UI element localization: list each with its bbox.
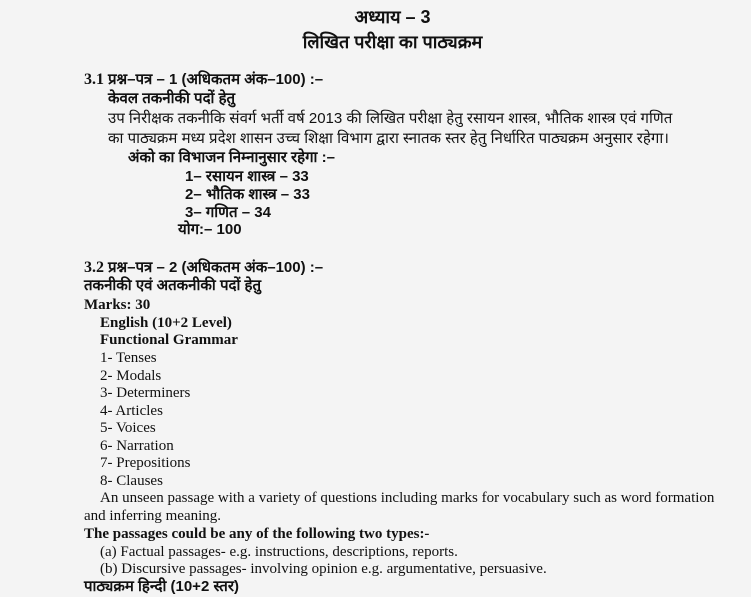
grammar-heading: Functional Grammar xyxy=(100,332,238,348)
unseen-passage-line: An unseen passage with a variety of questions including marks for vocabulary such as word formation xyxy=(100,490,715,506)
english-heading: English (10+2 Level) xyxy=(100,315,232,331)
section-number: 3.2 xyxy=(84,259,104,276)
distribution-total: योग:– 100 xyxy=(178,221,242,238)
grammar-item: 1- Tenses xyxy=(100,350,157,366)
grammar-item: 3- Determiners xyxy=(100,385,191,401)
grammar-item: 2- Modals xyxy=(100,368,162,384)
chapter-heading: अध्याय – 3 xyxy=(354,7,431,27)
paragraph-line: का पाठ्यक्रम मध्य प्रदेश शासन उच्च शिक्षा विभाग द्वारा स्नातक स्तर हेतु निर्धारित पाठ्यक्रम अनुसार रहेगा। xyxy=(108,130,669,147)
grammar-item: 7- Prepositions xyxy=(100,455,191,471)
distribution-item: 2– भौतिक शास्त्र – 33 xyxy=(185,186,310,203)
passages-heading: The passages could be any of the following two types:- xyxy=(84,526,430,542)
grammar-item: 5- Voices xyxy=(100,420,156,436)
paragraph-line: उप निरीक्षक तकनीकि संवर्ग भर्ती वर्ष 2013 की लिखित परीक्षा हेतु रसायन शास्त्र, भौतिक शास्त्र एवं गणित xyxy=(108,110,673,127)
marks-label: Marks: 30 xyxy=(84,297,151,313)
distribution-heading: अंको का विभाजन निम्नानुसार रहेगा :– xyxy=(128,149,335,166)
grammar-item: 4- Articles xyxy=(100,403,163,419)
section-subtitle: तकनीकी एवं अतकनीकी पदों हेतु xyxy=(84,277,262,294)
section-title: प्रश्न–पत्र – 2 (अधिकतम अंक–100) :– xyxy=(108,259,324,276)
hindi-syllabus-heading: पाठ्यक्रम हिन्दी (10+2 स्तर) xyxy=(84,578,239,595)
section-title: प्रश्न–पत्र – 1 (अधिकतम अंक–100) :– xyxy=(108,71,324,88)
unseen-passage-line: and inferring meaning. xyxy=(84,508,222,524)
grammar-item: 6- Narration xyxy=(100,438,174,454)
distribution-item: 3– गणित – 34 xyxy=(185,204,271,221)
section-subtitle: केवल तकनीकी पदों हेतु xyxy=(108,90,236,107)
grammar-item: 8- Clauses xyxy=(100,473,163,489)
distribution-item: 1– रसायन शास्त्र – 33 xyxy=(185,168,309,185)
passage-type: (a) Factual passages- e.g. instructions, descriptions, reports. xyxy=(100,544,458,560)
passage-type: (b) Discursive passages- involving opinion e.g. argumentative, persuasive. xyxy=(100,561,547,577)
section-number: 3.1 xyxy=(84,71,104,88)
chapter-subheading: लिखित परीक्षा का पाठ्यक्रम xyxy=(302,32,483,52)
